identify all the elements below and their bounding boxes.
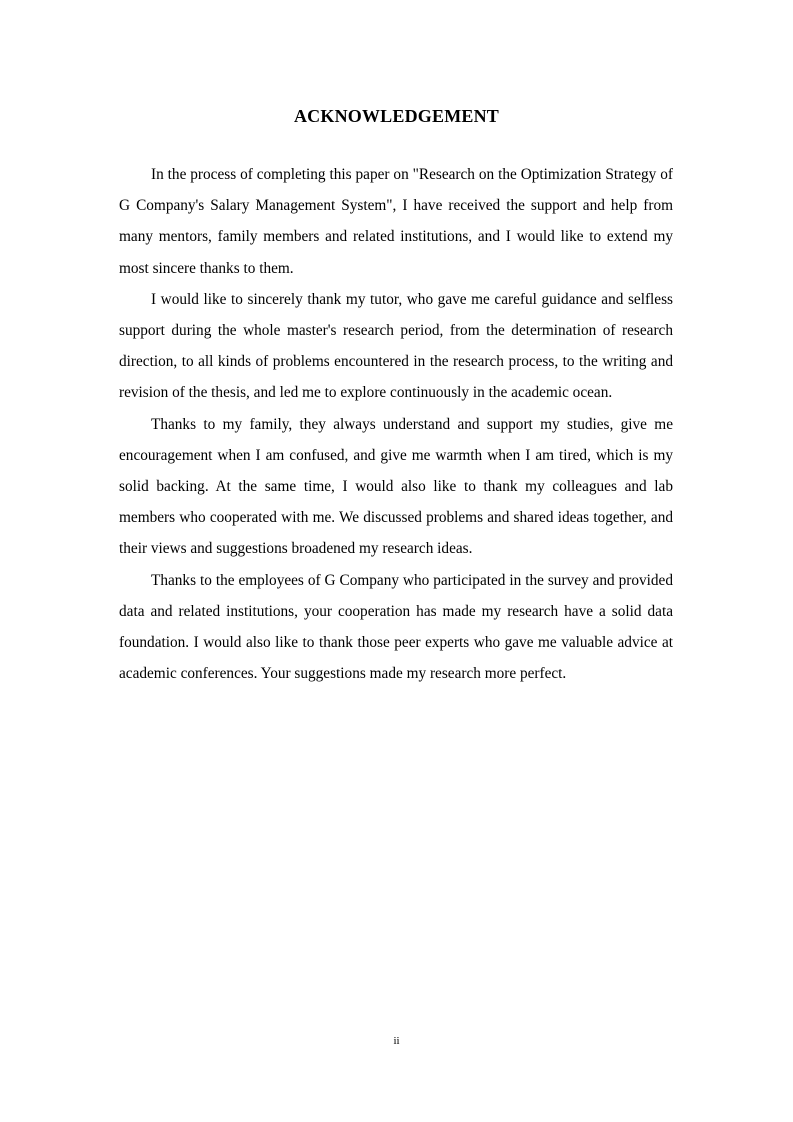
page-title: ACKNOWLEDGEMENT (293, 106, 500, 126)
paragraph-2: I would like to sincerely thank my tutor, who gave me careful guidance and selfless support during the whole master's research period, from the determination of research direction, to all kinds of problems encountered in the research process, to the writing and revision of the thesis, and led me to explore continuously in the academic ocean. (119, 290, 673, 402)
paragraph-1: In the process of completing this paper on "Research on the Optimization Strategy of G Company's Salary Management System", I have received the support and help from many mentors, family members and related institutions, and I would like to extend my most sincere thanks to them. (119, 166, 673, 277)
acknowledgement-body (119, 159, 673, 689)
page-number: ii (393, 1035, 400, 1047)
paragraph-3: Thanks to my family, they always understand and support my studies, give me encouragement when I am confused, and give me warmth when I am tired, which is my solid backing. At the same time, I would also like to thank my colleagues and lab members who cooperated with me. We discussed problems and shared ideas together, and their views and suggestions broadened my research ideas. (119, 415, 673, 558)
paragraph-4: Thanks to the employees of G Company who participated in the survey and provided data and related institutions, your cooperation has made my research have a solid data foundation. I would also like to thank those peer experts who gave me valuable advice at academic conferences. Your suggestions made my research more perfect. (119, 571, 673, 683)
